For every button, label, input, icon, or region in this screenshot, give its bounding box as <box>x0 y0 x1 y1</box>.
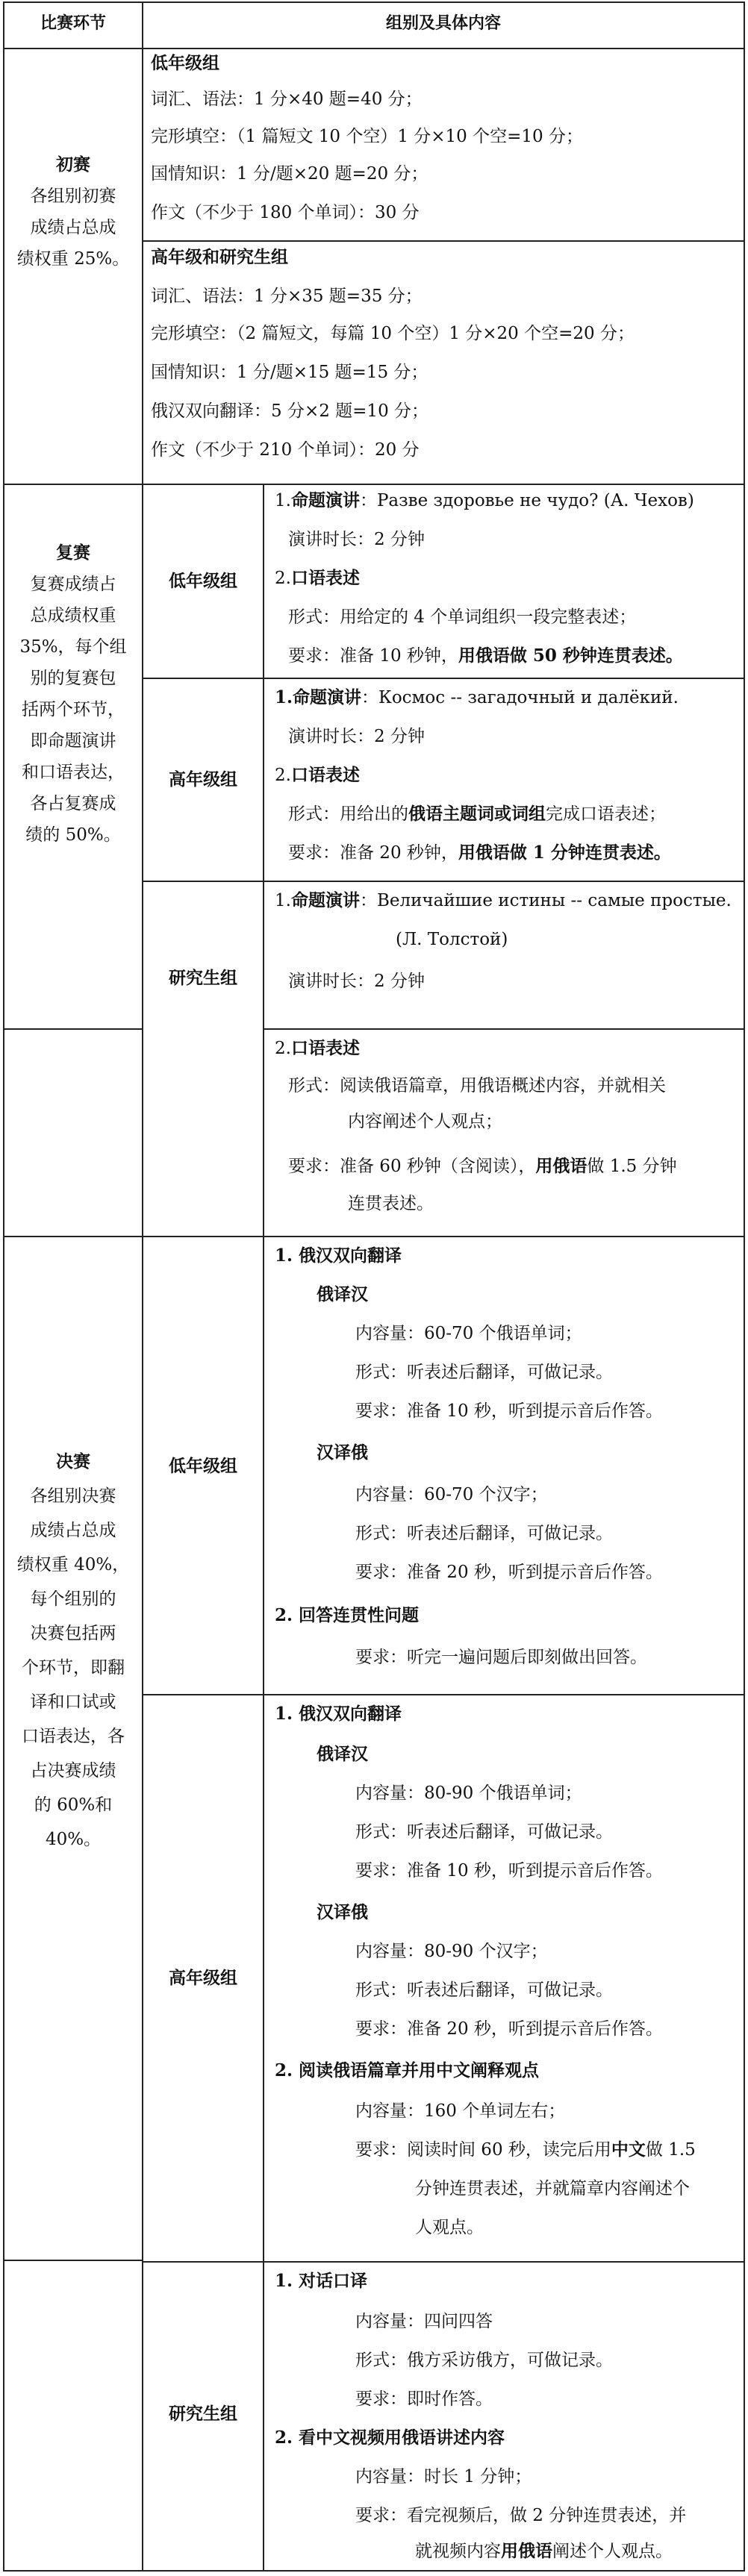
header-bottom-line <box>3 48 745 49</box>
final-desc-line: 译和口试或 <box>30 1692 116 1712</box>
semi-grad-oral-form: 形式：阅读俄语篇章，用俄语概述内容，并就相关 <box>288 1076 666 1095</box>
prelim-low-line: 国情知识：1 分/题×20 题=20 分； <box>151 164 428 184</box>
final-low-ru-zh-line: 内容量：60-70 个俄语单词； <box>355 1324 582 1343</box>
semi-low-bottom-line <box>143 678 745 679</box>
prelim-high-group-title: 高年级和研究生组 <box>151 247 288 267</box>
item-number: 1. <box>275 891 291 910</box>
final-desc-line: 占决赛成绩 <box>30 1761 116 1781</box>
header-content: 组别及具体内容 <box>385 14 501 33</box>
semi-high-bottom-line <box>143 881 745 882</box>
final-low-zh-ru-line: 形式：听表述后翻译，可做记录。 <box>355 1524 613 1543</box>
semi-grad-group: 研究生组 <box>169 968 237 988</box>
semi-high-oral-req <box>288 842 671 864</box>
prelim-high-line: 作文（不少于 210 个单词）：20 分 <box>151 440 420 460</box>
req-emphasis: 用俄语做 50 秒钟连贯表述。 <box>458 645 683 666</box>
final-high-zh-ru-line: 内容量：80-90 个汉字； <box>355 1942 548 1961</box>
semi-low-oral <box>275 567 360 590</box>
final-high-zh-ru-line: 形式：听表述后翻译，可做记录。 <box>355 1981 613 2000</box>
final-grad-task2-volume: 内容量：时长 1 分钟； <box>355 2467 532 2486</box>
final-title: 决赛 <box>56 1451 90 1472</box>
final-high-ru-zh: 俄译汉 <box>317 1744 368 1764</box>
oral-label: 口语表述 <box>290 765 360 785</box>
stage-column-divider <box>142 1 143 2572</box>
semi-grad-oral-req: 连贯表述。 <box>348 1194 434 1213</box>
semi-desc-line: 35%，每个组 <box>19 637 127 657</box>
final-low-task2-line: 要求：听完一遍问题后即刻做出回答。 <box>355 1648 647 1667</box>
req-text: 要求：阅读时间 60 秒，读完后用 <box>355 2140 611 2160</box>
final-desc-line: 每个组别的 <box>30 1589 116 1609</box>
req-text: 要求：准备 20 秒钟， <box>288 843 458 863</box>
table-border-right <box>744 1 745 2572</box>
final-desc-line: 绩权重 40%， <box>16 1555 130 1575</box>
semi-desc-line: 绩的 50%。 <box>25 825 121 845</box>
prelim-low-group-title: 低年级组 <box>151 53 219 73</box>
final-desc-line: 成绩占总成 <box>30 1521 116 1540</box>
semi-low-duration: 演讲时长：2 分钟 <box>288 530 425 549</box>
header-stage: 比赛环节 <box>40 14 106 33</box>
form-text: 完成口语表述； <box>546 804 666 824</box>
semi-desc-line: 即命题演讲 <box>30 731 116 751</box>
semi-desc-line: 别的复赛包 <box>30 669 116 688</box>
semi-desc-line: 总成绩权重 <box>30 606 116 625</box>
semi-low-speech <box>275 490 694 512</box>
final-high-task2-volume: 内容量：160 个单词左右； <box>355 2101 566 2121</box>
req-text: 要求：准备 10 秒钟， <box>288 646 458 666</box>
final-high-ru-zh-line: 形式：听表述后翻译，可做记录。 <box>355 1822 613 1842</box>
final-high-task2: 2. 阅读俄语篇章并用中文阐释观点 <box>275 2060 540 2081</box>
semi-grad-split-line <box>263 1028 745 1030</box>
final-low-task2: 2. 回答连贯性问题 <box>275 1605 420 1625</box>
prelim-group-divider <box>143 240 745 242</box>
final-grad-task2-req <box>415 2540 673 2563</box>
semi-high-group: 高年级组 <box>169 769 237 790</box>
final-high-zh-ru: 汉译俄 <box>317 1902 368 1922</box>
prelim-desc-line: 绩权重 25%。 <box>16 249 130 269</box>
prelim-low-line: 词汇、语法：1 分×40 题=40 分； <box>151 90 423 109</box>
item-number: 2. <box>275 766 291 785</box>
oral-label: 口语表述 <box>290 568 360 588</box>
prelim-high-line: 国情知识：1 分/题×15 题=15 分； <box>151 363 428 382</box>
semi-high-oral <box>275 764 360 787</box>
semi-high-speech <box>275 687 679 709</box>
final-grad-task2: 2. 看中文视频用俄语讲述内容 <box>275 2427 505 2448</box>
prelim-title: 初赛 <box>56 154 90 175</box>
final-grad-task1-line: 内容量：四问四答 <box>355 2312 493 2331</box>
item-number: 2. <box>275 569 291 588</box>
final-low-ru-zh-line: 形式：听表述后翻译，可做记录。 <box>355 1363 613 1382</box>
final-high-zh-ru-line: 要求：准备 20 秒，听到提示音后作答。 <box>355 2019 663 2039</box>
final-desc-line: 口语表达，各 <box>22 1727 125 1746</box>
final-low-zh-ru-line: 内容量：60-70 个汉字； <box>355 1485 548 1504</box>
prelim-high-line: 完形填空：（2 篇短文，每篇 10 个空）1 分×20 个空=20 分； <box>151 324 635 343</box>
semi-grad-oral-req <box>288 1155 677 1178</box>
group-column-divider-final <box>263 1236 264 2572</box>
semi-low-oral-req <box>288 645 683 667</box>
final-grad-task1: 1. 对话口译 <box>275 2271 368 2291</box>
semi-grad-duration: 演讲时长：2 分钟 <box>288 972 425 991</box>
prelim-desc-line: 各组别初赛 <box>30 187 116 206</box>
final-desc-line: 各组别决赛 <box>30 1486 116 1506</box>
group-column-divider-semi <box>263 484 264 1237</box>
req-emphasis: 用俄语做 1 分钟连贯表述。 <box>458 842 671 863</box>
final-grad-task2-req: 要求：看完视频后，做 2 分钟连贯表述，并 <box>355 2506 687 2525</box>
req-text: 就视频内容 <box>415 2542 501 2561</box>
final-high-task2-req: 人观点。 <box>415 2218 484 2237</box>
req-text: 阐述个人观点。 <box>552 2542 673 2561</box>
final-high-bottom-line <box>143 2261 745 2263</box>
form-emphasis: 俄语主题词或词组 <box>408 804 546 824</box>
prelim-bottom-line <box>3 484 745 485</box>
final-grad-task1-line: 形式：俄方采访俄方，可做记录。 <box>355 2351 613 2370</box>
table-border-top <box>3 1 745 3</box>
final-low-bottom-line <box>143 1694 745 1695</box>
final-desc-line: 40%。 <box>45 1830 102 1849</box>
final-high-ru-zh-line: 要求：准备 10 秒，听到提示音后作答。 <box>355 1861 663 1881</box>
item-number: 1. <box>275 687 293 707</box>
req-text: 做 1.5 <box>645 2140 696 2160</box>
final-grad-group: 研究生组 <box>169 2404 237 2424</box>
item-number: 2. <box>275 1039 291 1058</box>
final-high-task1: 1. 俄汉双向翻译 <box>275 1704 402 1724</box>
req-text: 要求：准备 60 秒钟（含阅读）， <box>288 1157 536 1176</box>
semi-low-oral-form: 形式：用给定的 4 个单词组织一段完整表述； <box>288 607 637 627</box>
speech-topic: ：Космос -- загадочный и далёкий. <box>361 688 679 707</box>
prelim-high-line: 词汇、语法：1 分×35 题=35 分； <box>151 287 423 306</box>
oral-label: 口语表述 <box>290 1038 360 1058</box>
final-desc-line: 决赛包括两 <box>30 1624 116 1643</box>
final-high-task2-req <box>355 2139 696 2161</box>
semi-desc-line: 各占复赛成 <box>30 794 116 813</box>
speech-label: 命题演讲 <box>290 890 360 910</box>
table-border-bottom <box>3 2570 745 2572</box>
final-low-task1: 1. 俄汉双向翻译 <box>275 1245 402 1266</box>
final-high-ru-zh-line: 内容量：80-90 个俄语单词； <box>355 1783 582 1803</box>
final-desc-line: 个环节，即翻 <box>22 1658 125 1678</box>
req-emphasis: 用俄语 <box>535 1156 588 1176</box>
semi-desc-line: 和口语表达， <box>22 763 125 782</box>
speech-label: 命题演讲 <box>293 687 362 707</box>
semi-desc-line: 括两个环节， <box>22 700 125 719</box>
final-low-ru-zh: 俄译汉 <box>317 1284 368 1304</box>
prelim-desc-line: 成绩占总成 <box>30 218 116 237</box>
semi-stage-bottom-line <box>3 1028 143 1030</box>
semi-bottom-line <box>3 1236 745 1237</box>
form-text: 形式：用给出的 <box>288 804 408 824</box>
semi-grad-author: (Л. Толстой) <box>396 930 508 949</box>
req-text: 做 1.5 分钟 <box>587 1157 677 1176</box>
item-number: 1. <box>275 491 291 510</box>
semi-high-oral-form <box>288 803 666 825</box>
semi-desc-line: 复赛成绩占 <box>30 575 116 594</box>
final-low-zh-ru: 汉译俄 <box>317 1442 368 1463</box>
speech-label: 命题演讲 <box>290 490 360 510</box>
final-low-zh-ru-line: 要求：准备 20 秒，听到提示音后作答。 <box>355 1563 663 1582</box>
final-stage-bottom-line <box>3 2260 143 2261</box>
semi-high-duration: 演讲时长：2 分钟 <box>288 727 425 746</box>
speech-topic: ：Величайшие истины -- самые простые. <box>359 891 732 910</box>
final-high-group: 高年级组 <box>169 1968 237 1988</box>
semi-title: 复赛 <box>56 543 90 563</box>
semi-low-group: 低年级组 <box>169 571 237 591</box>
final-desc-line: 的 60%和 <box>34 1795 113 1815</box>
final-grad-task1-line: 要求：即时作答。 <box>355 2389 493 2409</box>
prelim-low-line: 完形填空：（1 篇短文 10 个空）1 分×10 个空=10 分； <box>151 127 583 146</box>
speech-topic: ：Разве здоровье не чудо? (А. Чехов) <box>359 491 694 510</box>
semi-grad-speech <box>275 890 732 912</box>
req-emphasis: 中文 <box>611 2139 646 2160</box>
prelim-low-line: 作文（不少于 180 个单词）：30 分 <box>151 203 420 222</box>
semi-grad-oral-form: 内容阐述个人观点； <box>348 1112 502 1131</box>
semi-grad-oral <box>275 1037 360 1060</box>
prelim-high-line: 俄汉双向翻译：5 分×2 题=10 分； <box>151 401 429 421</box>
req-emphasis: 用俄语 <box>501 2541 552 2561</box>
final-high-task2-req: 分钟连贯表述，并就篇章内容阐述个 <box>415 2179 690 2198</box>
final-low-ru-zh-line: 要求：准备 10 秒，听到提示音后作答。 <box>355 1401 663 1421</box>
final-low-group: 低年级组 <box>169 1456 237 1476</box>
table-border-left <box>3 1 4 2572</box>
